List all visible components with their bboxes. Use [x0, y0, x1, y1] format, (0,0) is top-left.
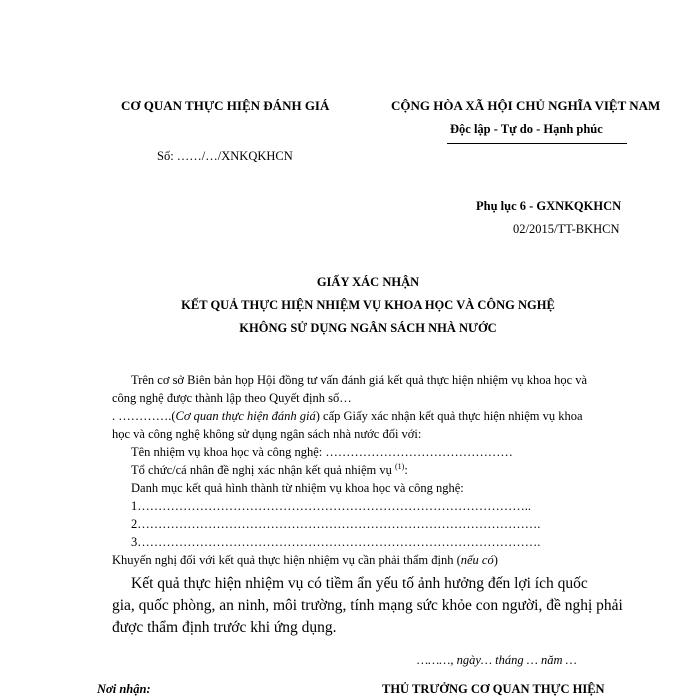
document-number: Số: ……/…/XNKQKHCN	[157, 149, 293, 163]
paragraph-1-line-2: công nghệ được thành lập theo Quyết định số…	[112, 391, 352, 405]
organization-colon: :	[404, 463, 408, 477]
paragraph-2-prefix: . ………….(	[112, 409, 176, 423]
motto-underline	[447, 143, 627, 144]
appraisal-close: )	[493, 553, 498, 567]
country-name: CỘNG HÒA XÃ HỘI CHỦ NGHĨA VIỆT NAM	[391, 98, 661, 113]
results-item-3: 3…………………………………………………………………………………….	[131, 535, 541, 549]
agency-name: CƠ QUAN THỰC HIỆN ĐÁNH GIÁ	[121, 98, 330, 113]
results-item-2: 2…………………………………………………………………………………….	[131, 517, 541, 531]
organization-field	[131, 463, 408, 478]
appraisal-statement-line-3: được thẩm định trước khi ứng dụng.	[112, 619, 337, 636]
appendix-label: Phụ lục 6 - GXNKQKHCN	[476, 199, 622, 213]
appraisal-statement-line-1: Kết quả thực hiện nhiệm vụ có tiềm ẩn yếu tố ảnh hưởng đến lợi ích quốc	[131, 575, 588, 592]
circular-reference: 02/2015/TT-BKHCN	[513, 222, 620, 236]
appraisal-recommendation	[112, 553, 498, 568]
appraisal-if-any: nếu có	[460, 553, 494, 567]
paragraph-2-line-2: học và công nghệ không sử dụng ngân sách nhà nước đối với:	[112, 427, 422, 441]
title-line-1: GIẤY XÁC NHẬN	[316, 275, 420, 289]
organization-label: Tổ chức/cá nhân đề nghị xác nhận kết quả nhiệm vụ	[131, 463, 395, 477]
footnote-marker: (1)	[394, 461, 405, 471]
results-item-1: 1…………………………………………………………………………………..	[131, 499, 531, 513]
results-list-title: Danh mục kết quả hình thành từ nhiệm vụ khoa học và công nghệ:	[131, 481, 464, 495]
title-line-2: KẾT QUẢ THỰC HIỆN NHIỆM VỤ KHOA HỌC VÀ CÔNG NGHỆ	[181, 298, 555, 312]
paragraph-2-suffix: ) cấp Giấy xác nhận kết quả thực hiện nhiệm vụ khoa	[315, 409, 583, 423]
paragraph-2-line-1	[112, 409, 583, 424]
appraisal-statement-line-2: gia, quốc phòng, an ninh, môi trường, tính mạng sức khỏe con người, đề nghị phải	[112, 597, 623, 614]
paragraph-2-agency-placeholder: Cơ quan thực hiện đánh giá	[175, 409, 316, 423]
title-line-3: KHÔNG SỬ DỤNG NGÂN SÁCH NHÀ NƯỚC	[239, 321, 497, 335]
date-line: ………, ngày… tháng … năm …	[417, 653, 577, 667]
recipients-label: Nơi nhận:	[97, 682, 151, 696]
paragraph-1-line-1: Trên cơ sở Biên bản họp Hội đồng tư vấn đánh giá kết quả thực hiện nhiệm vụ khoa học và	[131, 373, 588, 387]
appraisal-label: Khuyến nghị đối với kết quả thực hiện nhiệm vụ cần phải thẩm định (	[112, 553, 461, 567]
national-motto: Độc lập - Tự do - Hạnh phúc	[450, 122, 603, 136]
task-name-field: Tên nhiệm vụ khoa học và công nghệ: ………………………………………	[131, 445, 513, 459]
signer-title: THỦ TRƯỞNG CƠ QUAN THỰC HIỆN	[382, 682, 605, 696]
